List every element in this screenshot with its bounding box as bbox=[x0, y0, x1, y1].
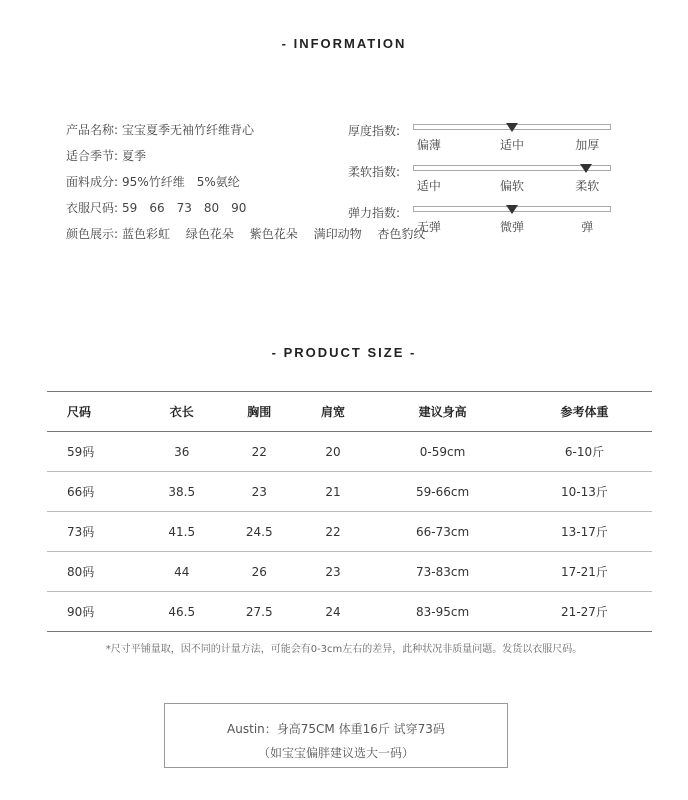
info-row-season bbox=[66, 147, 336, 173]
color-option: 满印动物 bbox=[313, 227, 362, 241]
info-label: 适合季节: bbox=[66, 149, 119, 163]
model-fit-advice: （如宝宝偏胖建议选大一码） bbox=[257, 746, 414, 760]
model-fit-box bbox=[164, 703, 508, 768]
table-cell: 59-66cm bbox=[368, 472, 517, 512]
info-label: 面料成分: bbox=[66, 175, 119, 189]
header-cell: 胸围 bbox=[220, 392, 297, 432]
index-track bbox=[413, 206, 611, 212]
table-cell: 24 bbox=[298, 592, 368, 632]
header-cell: 建议身高 bbox=[368, 392, 517, 432]
index-option: 加厚 bbox=[575, 138, 600, 152]
index-marker bbox=[506, 205, 518, 214]
index-scales bbox=[348, 121, 628, 244]
header-cell: 尺码 bbox=[47, 392, 143, 432]
table-cell: 17-21斤 bbox=[517, 552, 652, 592]
table-cell: 36 bbox=[143, 432, 220, 472]
softness-index bbox=[348, 162, 628, 203]
index-track bbox=[413, 165, 611, 171]
size-value: 59 bbox=[122, 201, 138, 215]
size-value: 73 bbox=[176, 201, 192, 215]
index-marker bbox=[580, 164, 592, 173]
table-row bbox=[47, 472, 652, 512]
table-cell: 6-10斤 bbox=[517, 432, 652, 472]
table-cell: 22 bbox=[298, 512, 368, 552]
color-option: 绿色花朵 bbox=[185, 227, 234, 241]
fabric-value: 5%氨纶 bbox=[196, 175, 240, 189]
table-cell: 66-73cm bbox=[368, 512, 517, 552]
index-track bbox=[413, 124, 611, 130]
size-table-header bbox=[47, 392, 652, 432]
index-label: 弹力指数: bbox=[348, 206, 401, 220]
table-cell: 21 bbox=[298, 472, 368, 512]
table-cell: 73-83cm bbox=[368, 552, 517, 592]
table-cell: 44 bbox=[143, 552, 220, 592]
table-cell: 83-95cm bbox=[368, 592, 517, 632]
table-cell: 59码 bbox=[47, 432, 143, 472]
table-cell: 10-13斤 bbox=[517, 472, 652, 512]
header-cell: 参考体重 bbox=[517, 392, 652, 432]
size-value: 90 bbox=[231, 201, 247, 215]
index-label: 厚度指数: bbox=[348, 124, 401, 138]
measurement-note: *尺寸平铺量取，因不同的计量方法，可能会有0-3cm左右的差异，此种状况非质量问题。发货以衣服尺码。 bbox=[105, 644, 583, 655]
info-row-sizes bbox=[66, 199, 336, 225]
model-fit-info: Austin：身高75CM 体重16斤 试穿73码 bbox=[227, 722, 445, 736]
header-cell: 肩宽 bbox=[298, 392, 368, 432]
table-cell: 0-59cm bbox=[368, 432, 517, 472]
table-row bbox=[47, 592, 652, 632]
information-title: - INFORMATION bbox=[281, 36, 407, 51]
index-option: 弹 bbox=[581, 220, 594, 234]
index-option: 适中 bbox=[499, 138, 525, 152]
info-row-fabric bbox=[66, 173, 336, 199]
info-value: 宝宝夏季无袖竹纤维背心 bbox=[122, 123, 255, 137]
table-cell: 21-27斤 bbox=[517, 592, 652, 632]
info-label: 产品名称: bbox=[66, 123, 119, 137]
table-cell: 73码 bbox=[47, 512, 143, 552]
index-option: 偏软 bbox=[499, 179, 525, 193]
table-cell: 24.5 bbox=[220, 512, 297, 552]
thickness-index bbox=[348, 121, 628, 162]
index-option: 无弹 bbox=[416, 220, 441, 234]
table-cell: 46.5 bbox=[143, 592, 220, 632]
table-cell: 80码 bbox=[47, 552, 143, 592]
header-cell: 衣长 bbox=[143, 392, 220, 432]
index-marker bbox=[506, 123, 518, 132]
table-row bbox=[47, 552, 652, 592]
index-option: 微弹 bbox=[499, 220, 525, 234]
table-cell: 23 bbox=[220, 472, 297, 512]
table-cell: 27.5 bbox=[220, 592, 297, 632]
color-option: 蓝色彩虹 bbox=[122, 227, 171, 241]
elasticity-index bbox=[348, 203, 628, 244]
table-cell: 20 bbox=[298, 432, 368, 472]
index-option: 适中 bbox=[416, 179, 441, 193]
index-label: 柔软指数: bbox=[348, 165, 401, 179]
info-label: 颜色展示: bbox=[66, 227, 119, 241]
table-cell: 41.5 bbox=[143, 512, 220, 552]
table-cell: 66码 bbox=[47, 472, 143, 512]
table-row bbox=[47, 512, 652, 552]
info-row-name bbox=[66, 121, 336, 147]
color-option: 紫色花朵 bbox=[249, 227, 298, 241]
index-option: 偏薄 bbox=[416, 138, 441, 152]
table-cell: 90码 bbox=[47, 592, 143, 632]
table-row bbox=[47, 432, 652, 472]
size-value: 80 bbox=[203, 201, 220, 215]
product-size-title: - PRODUCT SIZE - bbox=[271, 345, 417, 360]
index-option: 柔软 bbox=[575, 179, 600, 193]
table-cell: 13-17斤 bbox=[517, 512, 652, 552]
table-cell: 22 bbox=[220, 432, 297, 472]
info-row-colors bbox=[66, 225, 426, 242]
fabric-value: 95%竹纤维 bbox=[122, 175, 185, 189]
size-table bbox=[47, 391, 652, 632]
info-value: 夏季 bbox=[122, 149, 147, 163]
table-cell: 38.5 bbox=[143, 472, 220, 512]
table-cell: 26 bbox=[220, 552, 297, 592]
size-value: 66 bbox=[149, 201, 165, 215]
color-option: 杏色豹纹 bbox=[377, 227, 426, 241]
table-cell: 23 bbox=[298, 552, 368, 592]
info-label: 衣服尺码: bbox=[66, 201, 119, 215]
